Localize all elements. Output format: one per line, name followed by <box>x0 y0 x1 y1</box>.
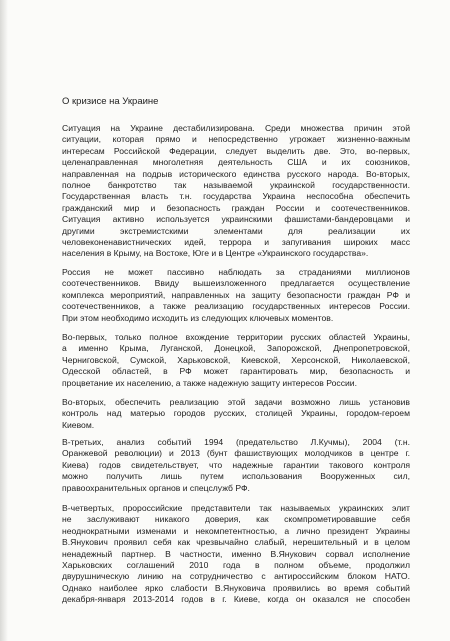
text-line: можно получить лишь путем использования Вооруженных сил, <box>62 471 410 482</box>
text-line: целенаправленная многолетняя деятельность США и их союзников, <box>62 157 410 168</box>
text-line: В.Янукович проявил себя как чрезвычайно слабый, нерешительный и в целом <box>62 537 410 548</box>
text-line: неоднократными изменами и некомпетентностью, а лично президент Украины <box>62 525 410 536</box>
text-line: интересам Российской Федерации, следует выделить две. Это, во-первых, <box>62 145 410 156</box>
text-line: Государственная власть т.н. государства Украина неспособна обеспечить <box>62 191 410 202</box>
text-line: Россия не может пассивно наблюдать за страданиями миллионов <box>62 267 410 277</box>
text-line: населения в Крыму, на Востоке, Юге и в Центре «Украинского государства». <box>62 248 369 259</box>
text-line: Оранжевой революции) и 2013 (бунт фашиствующих молодчиков в центре г. <box>62 448 410 459</box>
text-line: а именно Крыма, Луганской, Донецкой, Запорожской, Днепропетровской, <box>62 343 410 354</box>
text-line: контроль над матерью городов русских, столицей Украины, городом-героем <box>62 408 410 419</box>
text-line: соотечественников. Ввиду вышеизложенного предлагается осуществление <box>62 278 410 289</box>
text-line: Во-вторых, обеспечить реализацию этой задачи возможно лишь установив <box>62 397 410 407</box>
paragraph-4 <box>62 397 410 431</box>
text-line: правоохранительных органов и спецслужб РФ. <box>62 482 250 493</box>
text-line: декабря-января 2013-2014 годов в г. Киеве, когда он оказался не способен <box>62 594 410 605</box>
text-line: соотечественников, а также реализацию государственных интересов России. <box>62 301 410 312</box>
paragraph-6 <box>62 503 410 606</box>
text-line: При этом необходимо исходить из следующих ключевых моментов. <box>62 312 334 323</box>
text-line: полное банкротство так называемой украинской государственности. <box>62 180 410 191</box>
text-line: Ситуация на Украине дестабилизирована. Среди множества причин этой <box>62 123 410 133</box>
text-line: Одесской областей, в РФ может гарантировать мир, безопасность и <box>62 366 410 377</box>
text-line: Киевом. <box>62 419 95 430</box>
text-line: Киева) годов свидетельствует, что надежные гарантии такового контроля <box>62 459 410 470</box>
text-line: Харьковских соглашений 2010 года в полном объеме, продолжил <box>62 560 410 571</box>
text-line: комплекса мероприятий, направленных на защиту безопасности граждан РФ и <box>62 289 410 300</box>
text-line: человеконенавистнических идей, террора и запугивания широких масс <box>62 237 410 248</box>
paragraph-1 <box>62 123 410 260</box>
paragraph-5 <box>62 437 410 494</box>
text-line: ситуации, которая прямо и непосредственно угрожает жизненно-важным <box>62 134 410 145</box>
text-line: Однако наиболее ярко слабости В.Януковича проявились во время событий <box>62 582 410 593</box>
document-title: О кризисе на Украине <box>62 96 159 107</box>
text-line: направленная на подрыв исторического единства русского народа. Во-вторых, <box>62 168 410 179</box>
paragraph-2 <box>62 267 410 324</box>
text-line: Черниговской, Сумской, Харьковской, Киевской, Херсонской, Николаевской, <box>62 354 410 365</box>
text-line: В-третьих, анализ событий 1994 (предательство Л.Кучмы), 2004 (т.н. <box>62 437 410 447</box>
scan-edge-shadow <box>0 0 8 641</box>
text-line: Ситуация активно используется украинскими фашистами-бандеровцами и <box>62 214 410 225</box>
text-line: ненадежный партнер. В частности, именно В.Янукович сорвал исполнение <box>62 548 410 559</box>
text-line: Во-первых, только полное вхождение территории русских областей Украины, <box>62 332 410 342</box>
text-line: В-четвертых, пророссийские представители так называемых украинских элит <box>62 503 410 513</box>
paragraph-3 <box>62 332 410 389</box>
text-line: двурушническую линию на сотрудничество с антироссийским блоком НАТО. <box>62 571 410 582</box>
text-line: не заслуживают никакого доверия, как скомпрометировавшие себя <box>62 514 410 525</box>
text-line: другими экстремистскими элементами для реализации их <box>62 225 410 236</box>
text-line: гражданский мир и безопасность граждан России и соотечественников. <box>62 202 410 213</box>
text-line: процветание их населению, а также надежную защиту интересов России. <box>62 377 357 388</box>
